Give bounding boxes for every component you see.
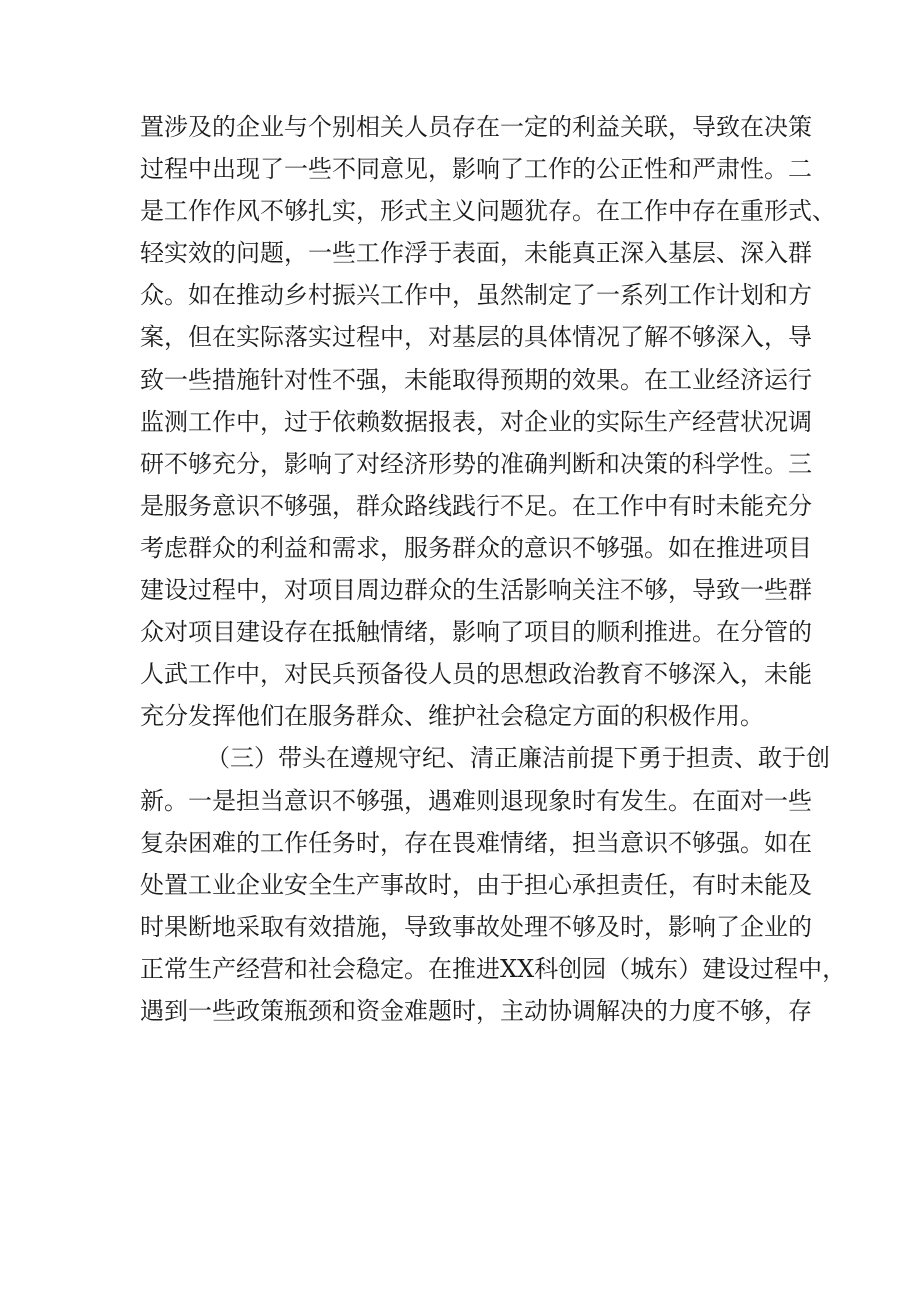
text-line: 众对项目建设存在抵触情绪，影响了项目的顺利推进。在分管的 (140, 618, 812, 647)
text-line: 置涉及的企业与个别相关人员存在一定的利益关联，导致在决策 (140, 113, 812, 141)
text-line: 众。如在推动乡村振兴工作中，虽然制定了一系列工作计划和方 (140, 281, 812, 310)
text-line: 轻实效的问题，一些工作浮于表面，未能真正深入基层、深入群 (140, 239, 812, 268)
text-line: 正常生产经营和社会稳定。在推进XX科创园（城东）建设过程中， (140, 954, 847, 983)
text-line: 新。一是担当意识不够强，遇难则退现象时有发生。在面对一些 (140, 786, 812, 815)
text-line: 处置工业企业安全生产事故时，由于担心承担责任，有时未能及 (140, 870, 812, 899)
text-line: 过程中出现了一些不同意见，影响了工作的公正性和严肃性。二 (140, 155, 812, 184)
text-line: 是服务意识不够强，群众路线践行不足。在工作中有时未能充分 (140, 491, 812, 520)
text-line: 考虑群众的利益和需求，服务群众的意识不够强。如在推进项目 (140, 533, 812, 562)
text-line: 监测工作中，过于依赖数据报表，对企业的实际生产经营状况调 (140, 407, 812, 436)
text-line: 人武工作中，对民兵预备役人员的思想政治教育不够深入，未能 (140, 660, 812, 689)
text-line: 致一些措施针对性不强，未能取得预期的效果。在工业经济运行 (140, 365, 812, 394)
text-line: 遇到一些政策瓶颈和资金难题时，主动协调解决的力度不够，存 (140, 996, 812, 1025)
text-line: 时果断地采取有效措施，导致事故处理不够及时，影响了企业的 (140, 912, 812, 941)
text-line: 建设过程中，对项目周边群众的生活影响关注不够，导致一些群 (140, 576, 812, 605)
paragraph-last-line: 充分发挥他们在服务群众、维护社会稳定方面的积极作用。 (140, 702, 764, 731)
section-heading-line: （三）带头在遵规守纪、清正廉洁前提下勇于担责、敢于创 (206, 744, 830, 773)
text-line: 是工作作风不够扎实，形式主义问题犹存。在工作中存在重形式、 (140, 197, 836, 226)
text-line: 复杂困难的工作任务时，存在畏难情绪，担当意识不够强。如在 (140, 828, 812, 857)
text-line: 研不够充分，影响了对经济形势的准确判断和决策的科学性。三 (140, 449, 812, 478)
text-line: 案，但在实际落实过程中，对基层的具体情况了解不够深入，导 (140, 323, 812, 352)
document-body (140, 106, 847, 1032)
